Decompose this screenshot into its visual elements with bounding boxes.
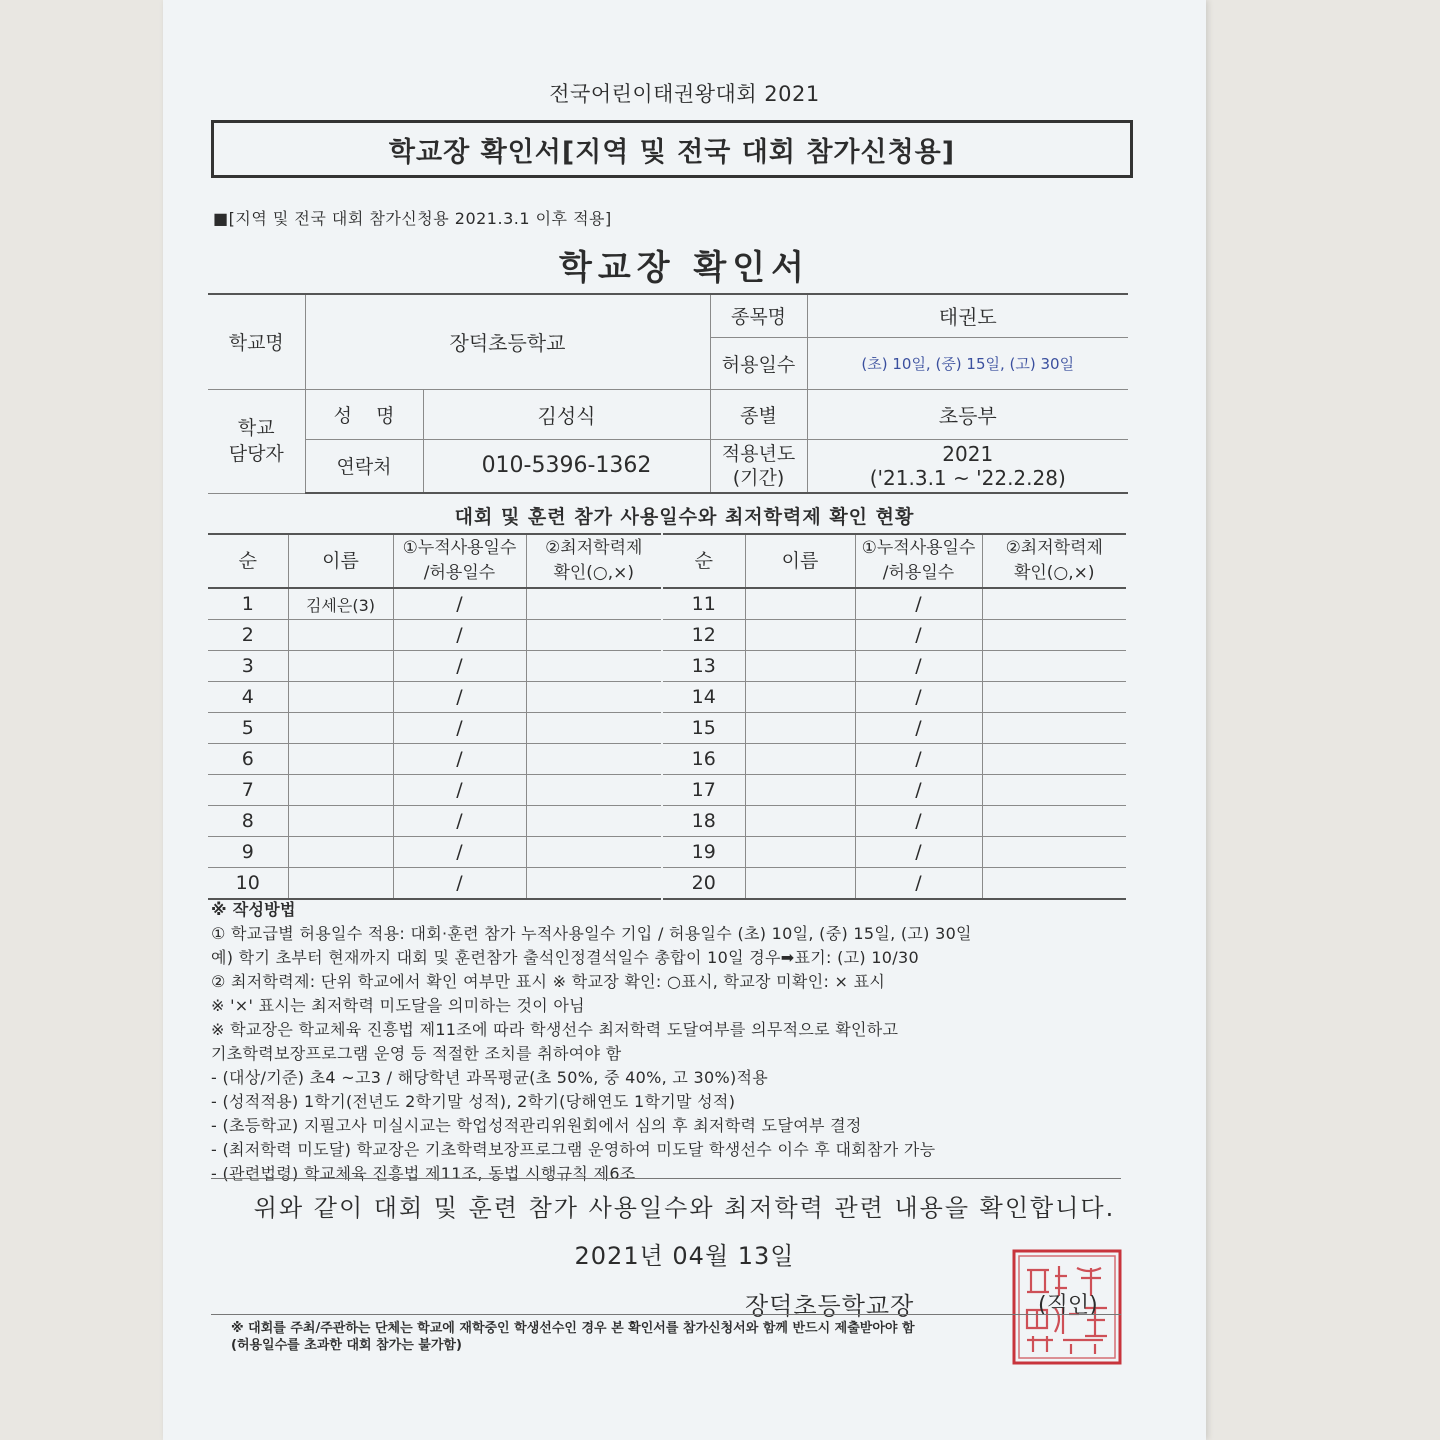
roster-row [663,588,1126,620]
student-name [745,775,855,806]
header-no: 순 [663,534,745,588]
instruction-line: ① 학교급별 허용일수 적용: 대회·훈련 참가 누적사용일수 기입 / 허용일수 (초) 10일, (중) 15일, (고) 30일 [211,924,972,943]
roster-row [663,806,1126,837]
roster-row [208,682,661,713]
student-name [288,651,393,682]
academic-check [526,806,661,837]
academic-check [982,868,1126,900]
student-name [745,868,855,900]
roster-row [663,682,1126,713]
student-name [288,682,393,713]
student-name [745,588,855,620]
doc-title: 학교장 확인서 [559,248,810,288]
days-used: / [855,651,982,682]
days-used: / [855,806,982,837]
header-name: 이름 [288,534,393,588]
academic-check [526,588,661,620]
row-number: 17 [663,775,745,806]
issue-date: 2021년 04월 13일 [574,1242,795,1270]
principal-title: 장덕초등학교장 [745,1292,915,1320]
days-used: / [855,682,982,713]
period-year: 2021 [942,441,994,466]
days-used: / [855,620,982,651]
instruction-line: ② 최저학력제: 단위 학교에서 확인 여부만 표시 ※ 학교장 확인: ○표시, 학교장 미확인: × 표시 [211,972,886,991]
seal-label: (직인) [1038,1293,1098,1318]
days-used: / [393,713,526,744]
row-number: 13 [663,651,745,682]
row-number: 6 [208,744,288,775]
student-name [745,713,855,744]
period-range: ('21.3.1 ~ '22.2.28) [869,465,1066,490]
academic-check [982,620,1126,651]
days-used: / [393,744,526,775]
roster-row [208,744,661,775]
row-number: 2 [208,620,288,651]
instructions [211,898,972,1186]
days-used: / [393,651,526,682]
header-days: ①누적사용일수 /허용일수 [393,534,526,588]
header-no: 순 [208,534,288,588]
row-number: 4 [208,682,288,713]
roster-row [663,651,1126,682]
academic-check [982,775,1126,806]
allowed-days-value: (초) 10일, (중) 15일, (고) 30일 [807,337,1128,389]
academic-check [526,713,661,744]
student-name [288,713,393,744]
phone-value: 010-5396-1362 [423,439,710,493]
division-label: 종별 [710,389,807,439]
phone-label: 연락처 [305,439,423,493]
days-used: / [855,588,982,620]
days-used: / [855,775,982,806]
event-value: 태권도 [807,294,1128,337]
row-number: 1 [208,588,288,620]
school-label: 학교명 [208,294,305,389]
footnote-line: ※ 대회를 주최/주관하는 단체는 학교에 재학중인 학생선수인 경우 본 확인서를 참가신청서와 함께 반드시 제출받아야 함 [231,1321,915,1336]
roster-row [663,713,1126,744]
days-used: / [393,588,526,620]
confirm-statement: 위와 같이 대회 및 훈련 참가 사용일수와 최저학력 관련 내용을 확인합니다. [253,1194,1116,1222]
student-name [288,837,393,868]
form-title: 학교장 확인서[지역 및 전국 대회 참가신청용] [211,120,1133,178]
roster-row [663,744,1126,775]
academic-check [526,620,661,651]
academic-check [982,651,1126,682]
instruction-line: 예) 학기 초부터 현재까지 대회 및 훈련참가 출석인정결석일수 총합이 10일 경우➡표기: (고) 10/30 [211,948,919,967]
event-title: 전국어린이태권왕대회 2021 [549,82,820,106]
header-days: ①누적사용일수 /허용일수 [855,534,982,588]
instruction-line: - (대상/기준) 초4 ~고3 / 해당학년 과목평균(초 50%, 중 40%, 고 30%)적용 [211,1068,769,1087]
document-paper [163,0,1206,1440]
days-used: / [855,744,982,775]
academic-check [526,744,661,775]
student-name [288,868,393,900]
contact-person-label: 학교 담당자 [208,389,305,493]
footnote-line: (허용일수를 초과한 대회 참가는 불가함) [231,1338,462,1353]
instruction-line: - (최저학력 미도달) 학교장은 기초학력보장프로그램 운영하여 미도달 학생선수 이수 후 대회참가 가능 [211,1140,936,1159]
days-used: / [855,837,982,868]
name-value: 김성식 [423,389,710,439]
row-number: 8 [208,806,288,837]
header-name: 이름 [745,534,855,588]
row-number: 16 [663,744,745,775]
academic-check [982,588,1126,620]
period-cell [807,439,1128,493]
days-used: / [393,682,526,713]
roster-row [208,837,661,868]
row-number: 5 [208,713,288,744]
roster-row [208,775,661,806]
roster-row [208,620,661,651]
instruction-line: - (관련법령) 학교체육 진흥법 제11조, 동법 시행규칙 제6조 [211,1164,636,1183]
student-name [288,775,393,806]
instruction-line: - (초등학교) 지필고사 미실시교는 학업성적관리위원회에서 심의 후 최저학력 도달여부 결정 [211,1116,862,1135]
instruction-line: 기초학력보장프로그램 운영 등 적절한 조치를 취하여야 함 [211,1044,622,1063]
academic-check [526,868,661,900]
footnote [231,1320,915,1354]
row-number: 10 [208,868,288,900]
student-name: 김세은(3) [288,588,393,620]
instruction-line: ※ 학교장은 학교체육 진흥법 제11조에 따라 학생선수 최저학력 도달여부를 의무적으로 확인하고 [211,1020,899,1039]
row-number: 14 [663,682,745,713]
academic-check [982,806,1126,837]
student-name [288,744,393,775]
academic-check [526,651,661,682]
roster-table-left [208,533,661,900]
row-number: 3 [208,651,288,682]
info-table [208,293,1128,494]
student-name [745,651,855,682]
event-label: 종목명 [710,294,807,337]
roster-row [208,588,661,620]
days-used: / [393,868,526,900]
row-number: 18 [663,806,745,837]
academic-check [982,682,1126,713]
student-name [745,806,855,837]
student-name [745,744,855,775]
student-name [745,620,855,651]
roster-row [208,806,661,837]
divider [211,1178,1121,1179]
roster-row [208,651,661,682]
academic-check [526,775,661,806]
divider [211,1314,1121,1315]
academic-check [982,837,1126,868]
days-used: / [393,620,526,651]
student-name [288,806,393,837]
division-value: 초등부 [807,389,1128,439]
school-name: 장덕초등학교 [305,294,710,389]
days-used: / [393,837,526,868]
roster-row [663,868,1126,900]
row-number: 19 [663,837,745,868]
roster-row [208,868,661,900]
row-number: 20 [663,868,745,900]
row-number: 7 [208,775,288,806]
academic-check [526,837,661,868]
days-used: / [855,713,982,744]
roster-row [663,775,1126,806]
header-academic: ②최저학력제 확인(○,×) [526,534,661,588]
header-academic: ②최저학력제 확인(○,×) [982,534,1126,588]
student-name [745,682,855,713]
roster-row [663,620,1126,651]
allowed-days-label: 허용일수 [710,337,807,389]
student-name [745,837,855,868]
academic-check [526,682,661,713]
instructions-heading: ※ 작성방법 [211,900,296,919]
name-label: 성 명 [305,389,423,439]
roster-title: 대회 및 훈련 참가 사용일수와 최저학력제 확인 현황 [454,506,915,528]
roster-table-right [663,533,1126,900]
instruction-line: - (성적적용) 1학기(전년도 2학기말 성적), 2학기(당해연도 1학기말 성적) [211,1092,736,1111]
days-used: / [393,775,526,806]
row-number: 15 [663,713,745,744]
roster-row [208,713,661,744]
academic-check [982,744,1126,775]
roster-row [663,837,1126,868]
sub-note: ■[지역 및 전국 대회 참가신청용 2021.3.1 이후 적용] [213,209,612,228]
row-number: 9 [208,837,288,868]
period-label: 적용년도 (기간) [710,439,807,493]
days-used: / [393,806,526,837]
academic-check [982,713,1126,744]
instruction-line: ※ '×' 표시는 최저학력 미도달을 의미하는 것이 아님 [211,996,585,1015]
days-used: / [855,868,982,900]
student-name [288,620,393,651]
row-number: 12 [663,620,745,651]
row-number: 11 [663,588,745,620]
